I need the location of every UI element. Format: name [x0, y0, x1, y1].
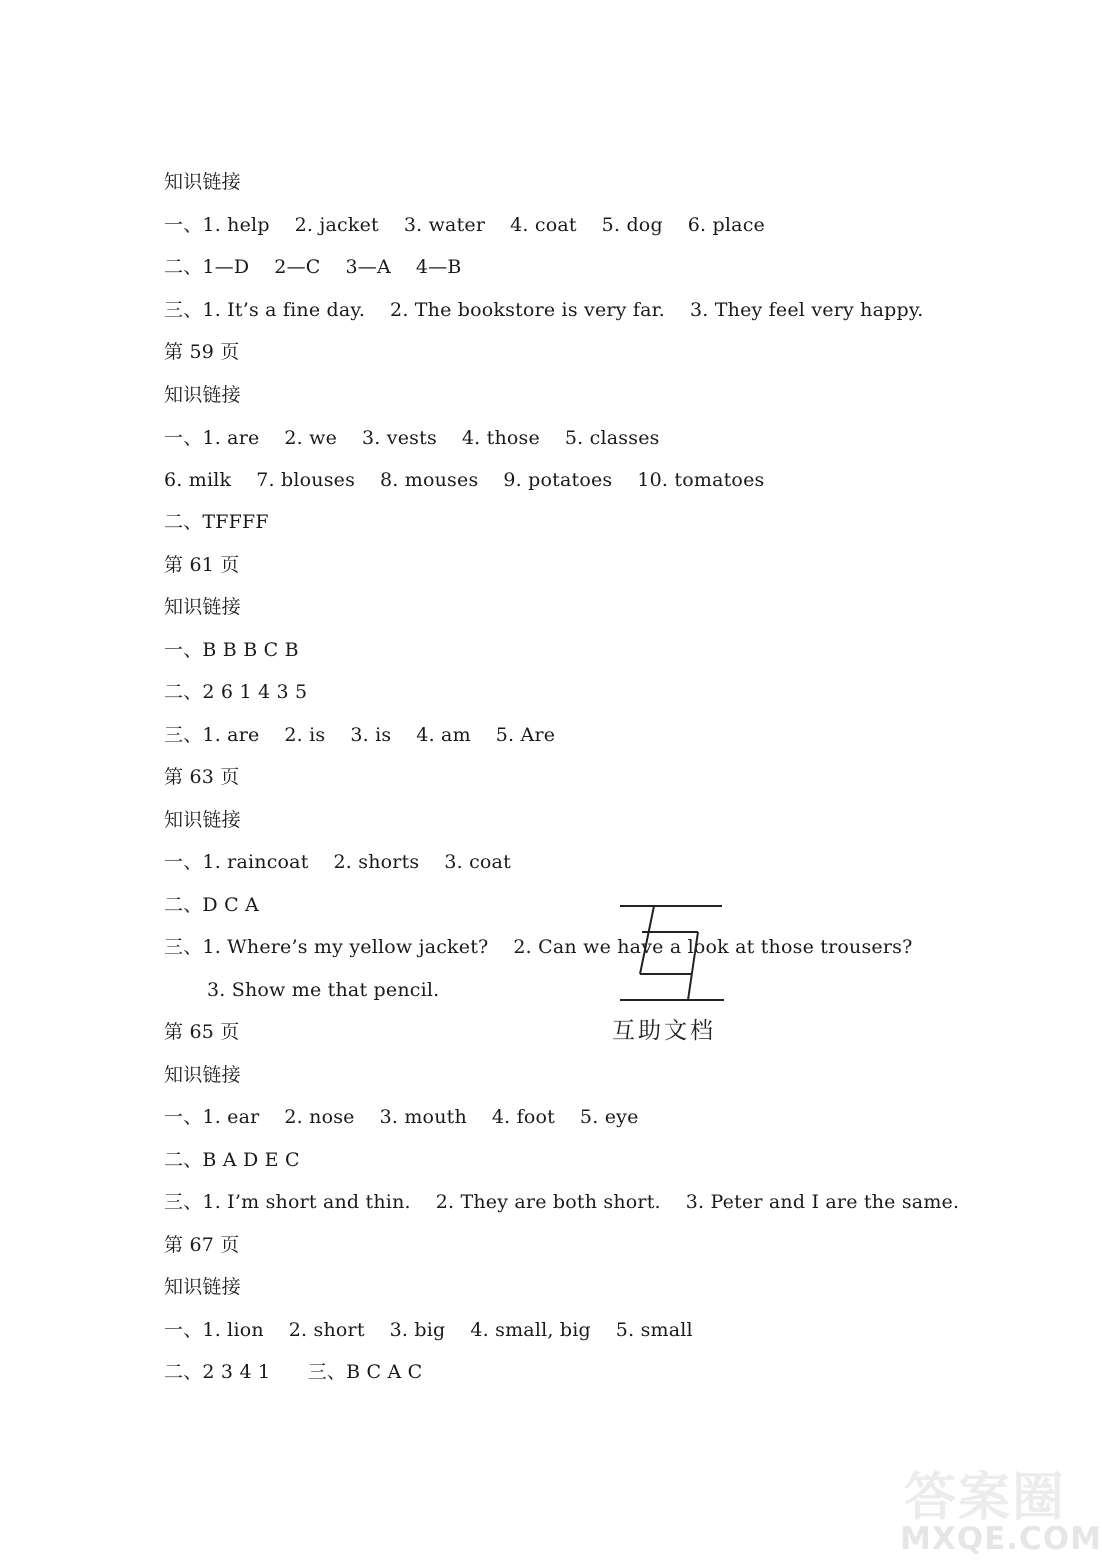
watermark-text: 互助文档 — [612, 1018, 716, 1044]
section-heading: 知识链接 — [164, 1064, 241, 1086]
section-heading: 知识链接 — [164, 1276, 241, 1298]
page-number-heading: 第 63 页 — [164, 766, 240, 788]
page-number-heading: 第 59 页 — [164, 341, 240, 363]
corner-watermark-logo — [900, 1455, 1102, 1560]
corner-logo-glyphs: 答案圈 — [904, 1468, 1067, 1528]
answer-line: 一、1. are 2. we 3. vests 4. those 5. classes — [164, 427, 660, 449]
answer-line: 二、2 6 1 4 3 5 — [164, 681, 308, 703]
answer-line: 二、B A D E C — [164, 1149, 300, 1171]
answer-line: 3. Show me that pencil. — [207, 979, 440, 1001]
answer-line: 三、1. It’s a fine day. 2. The bookstore is very far. 3. They feel very happy. — [164, 299, 924, 321]
answer-line: 一、B B B C B — [164, 639, 299, 661]
answer-line: 三、1. I’m short and thin. 2. They are both short. 3. Peter and I are the same. — [164, 1191, 960, 1213]
page-number-heading: 第 61 页 — [164, 554, 240, 576]
section-heading: 知识链接 — [164, 809, 241, 831]
section-heading: 知识链接 — [164, 596, 241, 618]
section-heading: 知识链接 — [164, 384, 241, 406]
answer-line: 一、1. raincoat 2. shorts 3. coat — [164, 851, 511, 873]
answer-line: 二、TFFFF — [164, 511, 269, 533]
page-number-heading: 第 65 页 — [164, 1021, 240, 1043]
answer-line: 一、1. ear 2. nose 3. mouth 4. foot 5. eye — [164, 1106, 639, 1128]
answer-line: 三、1. Where’s my yellow jacket? 2. Can we have a look at those trousers? — [164, 936, 913, 958]
answer-line: 6. milk 7. blouses 8. mouses 9. potatoes 10. tomatoes — [164, 469, 765, 491]
answer-line: 一、1. help 2. jacket 3. water 4. coat 5. dog 6. place — [164, 214, 765, 236]
section-heading: 知识链接 — [164, 171, 241, 193]
answer-line: 二、D C A — [164, 894, 259, 916]
corner-logo-site: MXQE.COM — [900, 1521, 1102, 1557]
answer-line: 一、1. lion 2. short 3. big 4. small, big 5. small — [164, 1319, 693, 1341]
answer-line: 二、2 3 4 1 三、B C A C — [164, 1361, 423, 1383]
answer-line: 二、1—D 2—C 3—A 4—B — [164, 256, 462, 278]
answer-line: 三、1. are 2. is 3. is 4. am 5. Are — [164, 724, 556, 746]
page-number-heading: 第 67 页 — [164, 1234, 240, 1256]
watermark-logo-icon — [618, 902, 726, 1004]
